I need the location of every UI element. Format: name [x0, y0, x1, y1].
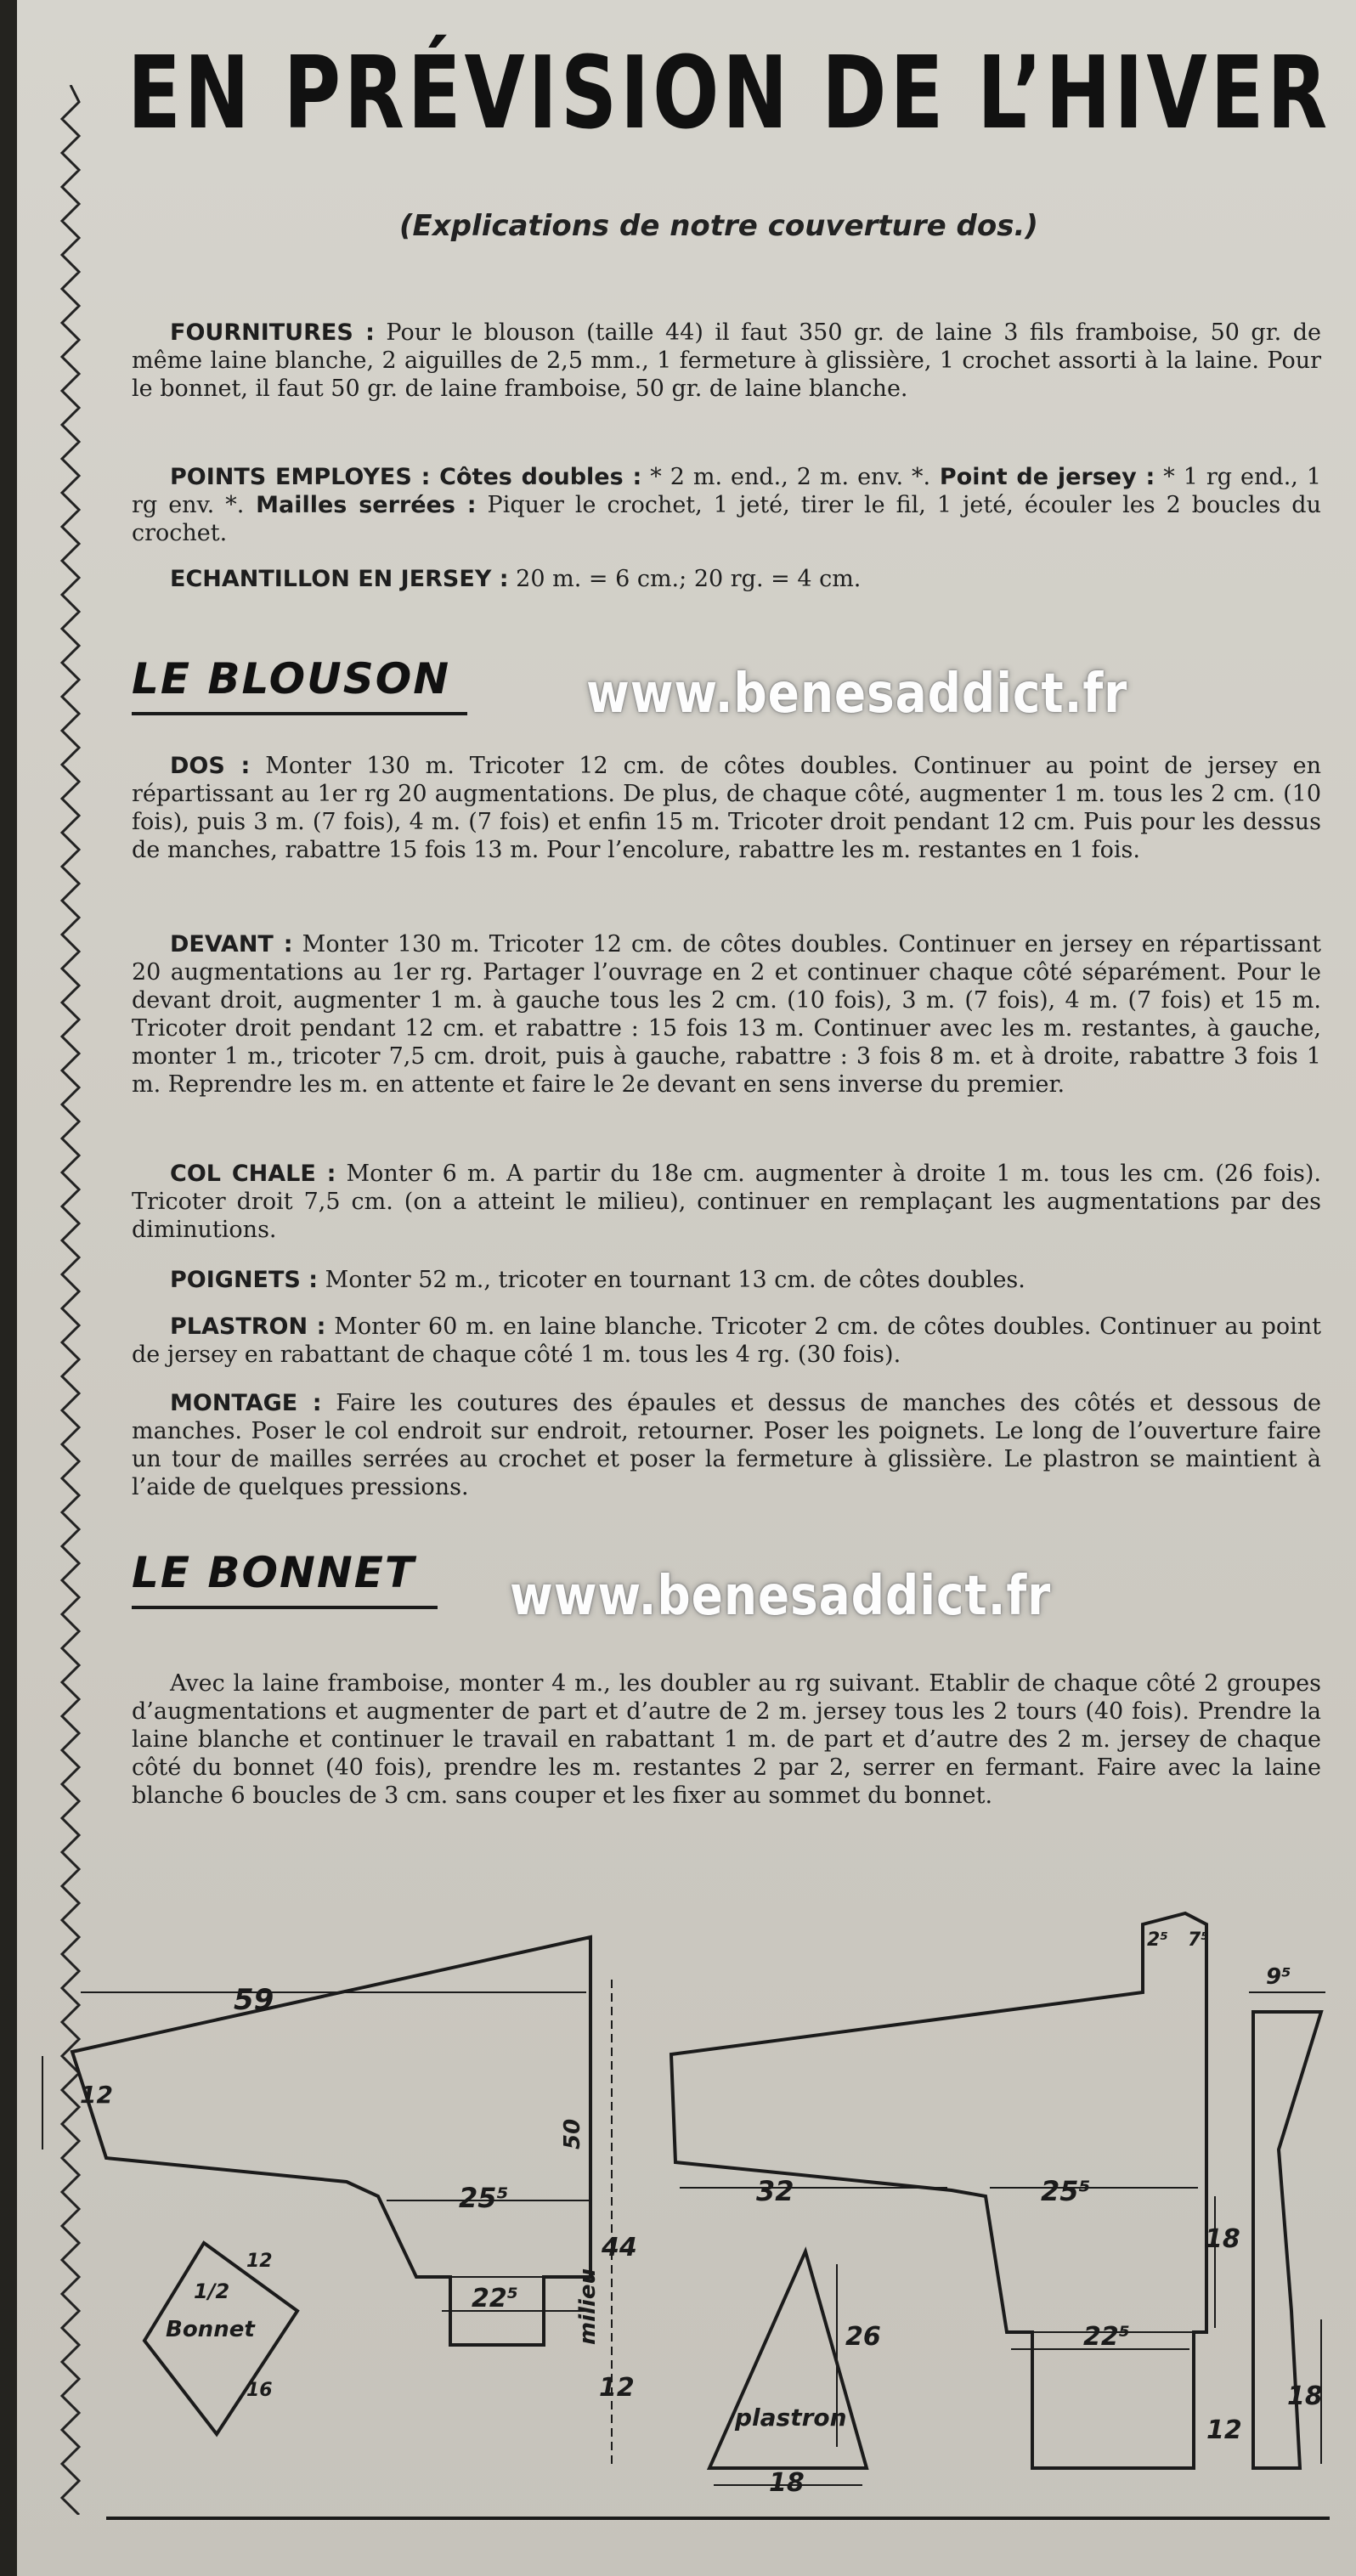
dos-schematic: [42, 1937, 637, 2464]
dos-dim-59: 59: [234, 1983, 274, 2017]
col-dim-18: 18: [1287, 2381, 1323, 2411]
devant-text: Monter 130 m. Tricoter 12 cm. de côtes doubles. Continuer en jersey en répartissant 20 augmentations au 1er rg. Partager l’ouvrage en 2 et continuer chaque côté séparément. Pour le devant droit, augmenter 1 m. à gauche tous les 2 cm. (10 fois), 3 m. (7 fois), 4 m. (7 fois) et 15 m. Tricoter droit pendant 12 cm. et rabattre : 15 fois 13 m. Continuer avec les m. restantes, à gauche, monter 1 m., tricoter 7,5 cm. droit, puis à gauche, rabattre : 3 fois 8 m. et à droite, rabattre 3 fois 1 m. Reprendre les m. en attente et faire le 2e devant en sens inverse du premier.: [132, 931, 1321, 1098]
bonnet-schematic: [144, 2243, 297, 2434]
bonnet-label: Bonnet: [166, 2317, 255, 2342]
plastron-paragraph: [132, 1313, 1321, 1369]
poignets-label: POIGNETS :: [170, 1267, 319, 1293]
bonnet-dim-12: 12: [246, 2251, 273, 2272]
echantillon-paragraph: [132, 565, 1321, 593]
dos-dim-25-5: 25⁵: [459, 2182, 509, 2214]
bonnet-heading-rule: [132, 1606, 438, 1609]
dos-dim-44: 44: [602, 2233, 637, 2262]
points-label: POINTS EMPLOYES :: [170, 464, 431, 490]
points-paragraph: [132, 463, 1321, 547]
devant-dim-25-5: 25⁵: [1041, 2175, 1091, 2207]
montage-text: Faire les coutures des épaules et dessus de manches des côtés et dessous de manches. Poser le col endroit sur endroit, retourner. Poser les poignets. Le long de l’ouverture faire un tour de mailles serrées au crochet et poser la fermeture à glissière. Le plastron se maintient à l’aide de quelques pressions.: [132, 1390, 1321, 1500]
blouson-heading-rule: [132, 712, 467, 715]
watermark-2: www.benesaddict.fr: [510, 1565, 1052, 1628]
dos-dim-12b: 12: [599, 2373, 635, 2403]
page-subtitle: (Explications de notre couverture dos.): [399, 209, 1038, 243]
poignets-text: Monter 52 m., tricoter en tournant 13 cm. de côtes doubles.: [318, 1267, 1025, 1293]
devant-outline: [671, 1913, 1206, 2468]
plastron-dim-26: 26: [845, 2322, 881, 2352]
cotes-text: * 2 m. end., 2 m. env. *.: [641, 464, 931, 490]
bottom-rule: [106, 2517, 1330, 2520]
plastron-label: plastron: [735, 2404, 847, 2432]
dos-dim-12: 12: [80, 2081, 113, 2109]
echantillon-text: 20 m. = 6 cm.; 20 rg. = 4 cm.: [508, 566, 862, 592]
page-title: EN PRÉVISION DE L’HIVER: [127, 34, 1331, 151]
fournitures-text: Pour le blouson (taille 44) il faut 350 gr. de laine 3 fils framboise, 50 gr. de même laine blanche, 2 aiguilles de 2,5 mm., 1 fermeture à glissière, 1 crochet assorti à la laine. Pour le bonnet, il faut 50 gr. de laine framboise, 50 gr. de laine blanche.: [132, 319, 1321, 402]
col-label: COL CHALE :: [170, 1161, 336, 1187]
echantillon-label: ECHANTILLON EN JERSEY :: [170, 566, 509, 592]
fournitures-label: FOURNITURES :: [170, 319, 375, 346]
poignets-paragraph: [132, 1266, 1321, 1294]
devant-schematic: [671, 1913, 1242, 2468]
plastron-text: Monter 60 m. en laine blanche. Tricoter 2 cm. de côtes doubles. Continuer au point de jersey en rabattant de chaque côté 1 m. tous les 4 rg. (30 fois).: [132, 1313, 1321, 1368]
bonnet-paragraph: Avec la laine framboise, monter 4 m., les doubler au rg suivant. Etablir de chaque côté 2 groupes d’augmentations et augmenter de part et d’autre de 2 m. jersey tous les 2 tours (40 fois). Prendre la laine blanche et continuer le travail en rabattant 1 m. de part et d’autre des 2 m. jersey de chaque côté du bonnet (40 fois), prendre les m. restantes 2 par 2, serrer en fermant. Faire avec la laine blanche 6 boucles de 3 cm. sans couper et les fixer au sommet du bonnet.: [132, 1670, 1321, 1809]
plastron-label: PLASTRON :: [170, 1313, 326, 1340]
dos-label: DOS :: [170, 753, 251, 779]
devant-paragraph: [132, 930, 1321, 1099]
devant-dim-18: 18: [1205, 2224, 1240, 2254]
dos-text: Monter 130 m. Tricoter 12 cm. de côtes doubles. Continuer au point de jersey en répartissant au 1er rg 20 augmentations. De plus, de chaque côté, augmenter 1 m. tous les 2 cm. (10 fois), puis 3 m. (7 fois), 4 m. (7 fois) et enfin 15 m. Tricoter droit pendant 12 cm. Puis pour les dessus de manches, rabattre 15 fois 13 m. Pour l’encolure, rabattre les m. restantes en 1 fois.: [132, 753, 1321, 863]
cotes-label: Côtes doubles :: [430, 464, 642, 490]
devant-dim-22-5: 22⁵: [1083, 2322, 1130, 2352]
blouson-heading: LE BLOUSON: [132, 654, 451, 703]
col-paragraph: [132, 1160, 1321, 1244]
dos-dim-22-5: 22⁵: [472, 2284, 518, 2313]
devant-dim-12: 12: [1206, 2415, 1242, 2445]
devant-label: DEVANT :: [170, 931, 293, 958]
devant-dim-32: 32: [756, 2175, 794, 2207]
col-schematic: [1249, 1964, 1325, 2468]
mailles-text: Piquer le crochet, 1 jeté, tirer le fil, 1 jeté, écouler les 2 boucles du crochet.: [132, 492, 1321, 546]
bonnet-heading: LE BONNET: [132, 1548, 415, 1597]
watermark-1: www.benesaddict.fr: [586, 663, 1128, 726]
devant-dim-2-5: 2⁵: [1147, 1929, 1168, 1951]
plastron-dim-18: 18: [769, 2468, 805, 2498]
mailles-label: Mailles serrées :: [244, 492, 477, 518]
bonnet-dim-16: 16: [246, 2380, 273, 2401]
montage-paragraph: [132, 1389, 1321, 1501]
plastron-schematic: [709, 2251, 881, 2498]
pattern-schematics: [0, 1886, 1356, 2515]
montage-label: MONTAGE :: [170, 1390, 322, 1416]
dos-milieu-label: milieu: [575, 2268, 601, 2345]
dos-dim-50: 50: [560, 2118, 585, 2149]
devant-dim-7-5: 7⁵: [1188, 1929, 1209, 1951]
col-dim-9-5: 9⁵: [1266, 1964, 1291, 1990]
bonnet-half-label: 1/2: [194, 2279, 230, 2303]
plastron-outline: [709, 2251, 867, 2468]
fournitures-paragraph: [132, 319, 1321, 403]
jersey-label: Point de jersey :: [930, 464, 1155, 490]
jersey-text: * 1 rg end., 1 rg env. *.: [132, 464, 1322, 518]
dos-paragraph: [132, 752, 1321, 864]
col-text: Monter 6 m. A partir du 18e cm. augmenter à droite 1 m. tous les cm. (26 fois). Tricoter droit 7,5 cm. (on a atteint le milieu), continuer en remplaçant les augmentations par des diminutions.: [132, 1161, 1321, 1243]
